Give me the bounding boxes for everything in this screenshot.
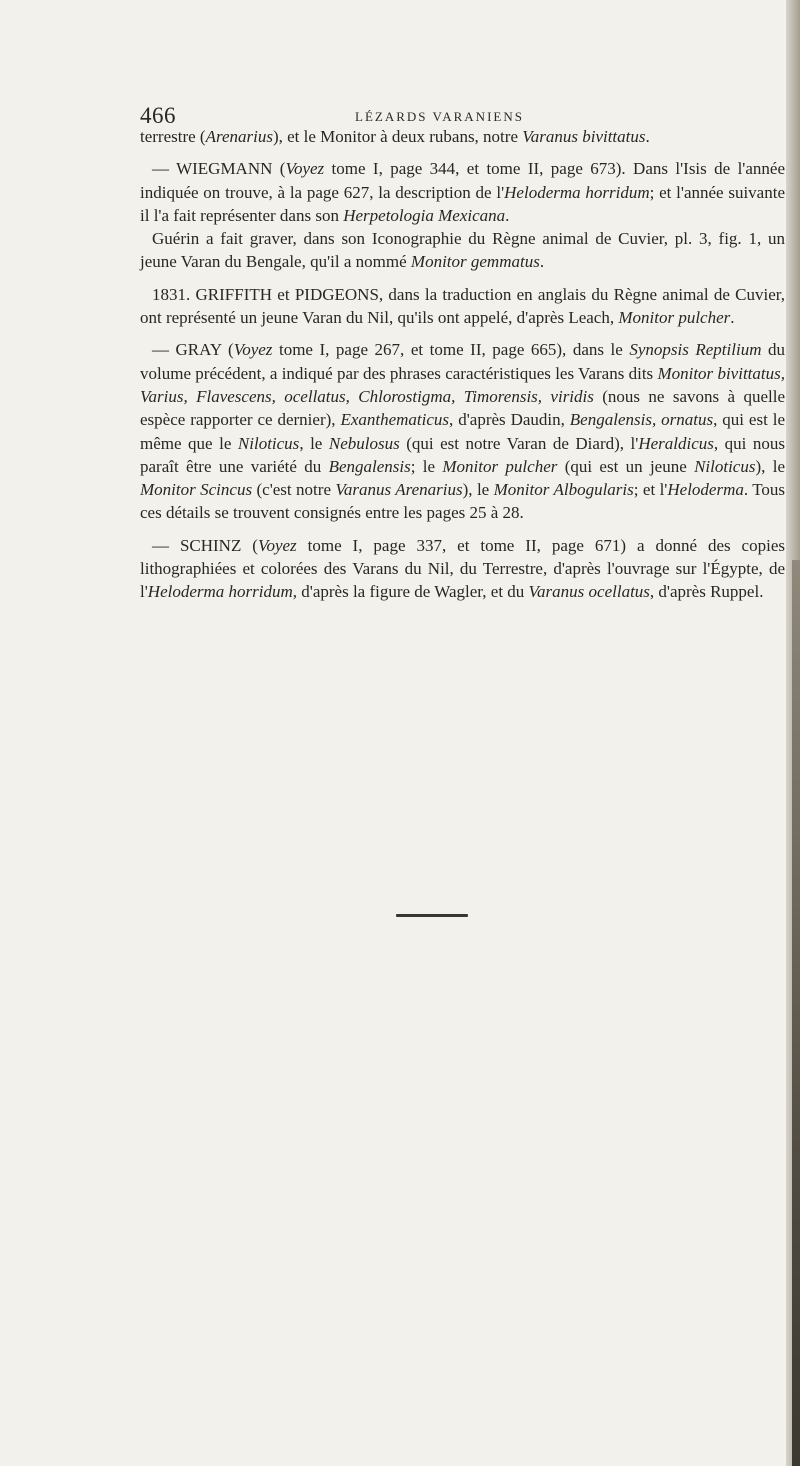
end-rule [396, 914, 468, 917]
page-number: 466 [140, 103, 176, 128]
body-text [140, 125, 785, 604]
paragraph-3: Guérin a fait graver, dans son Iconographie du Règne animal de Cuvier, pl. 3, fig. 1, un jeune Varan du Bengale, qu'il a nommé Monitor gemmatus. [140, 229, 785, 272]
paragraph-6: — SCHINZ (Voyez tome I, page 337, et tome II, page 671) a donné des copies lithographiées et colorées des Varans du Nil, du Terrestre, d'après l'ouvrage sur l'Égypte, de l'Heloderma horridum, d'après la figure de Wagler, et du Varanus ocellatus, d'après Ruppel. [140, 535, 785, 602]
page-edge-binding [792, 560, 800, 1466]
paragraph-1: terrestre (Arenarius), et le Monitor à deux rubans, notre Varanus bivittatus. [140, 127, 650, 146]
paragraph-4: 1831. GRIFFITH et PIDGEONS, dans la traduction en anglais du Règne animal de Cuvier, ont représenté un jeune Varan du Nil, qu'ils ont appelé, d'après Leach, Monitor pulcher. [140, 284, 785, 328]
paragraph-5: — GRAY (Voyez tome I, page 267, et tome II, page 665), dans le Synopsis Reptilium du volume précédent, a indiqué par des phrases caractéristiques les Varans dits Monitor bivittatus, Varius, Flavescens, ocellatus, Chlorostigma, Timorensis, viridis (nous ne savons à quelle espèce rapporter ce dernier), Exanthematicus, d'après Daudin, Bengalensis, ornatus, qui est le même que le Niloticus, le Nebulosus (qui est notre Varan de Diard), l'Heraldicus, qui nous paraît être une variété du Bengalensis; le Monitor pulcher (qui est un jeune Niloticus), le Monitor Scincus (c'est notre Varanus Arenarius), le Monitor Albogularis; et l'Heloderma. Tous ces détails se trouvent consignés entre les pages 25 à 28. [140, 340, 786, 523]
running-head: LÉZARDS VARANIENS [355, 109, 524, 124]
paragraph-2: — WIEGMANN (Voyez tome I, page 344, et tome II, page 673). Dans l'Isis de l'année indiquée on trouve, à la page 627, la description de l'Heloderma horridum; et l'année suivante il l'a fait représenter dans son Herpetologia Mexicana. [140, 159, 785, 225]
